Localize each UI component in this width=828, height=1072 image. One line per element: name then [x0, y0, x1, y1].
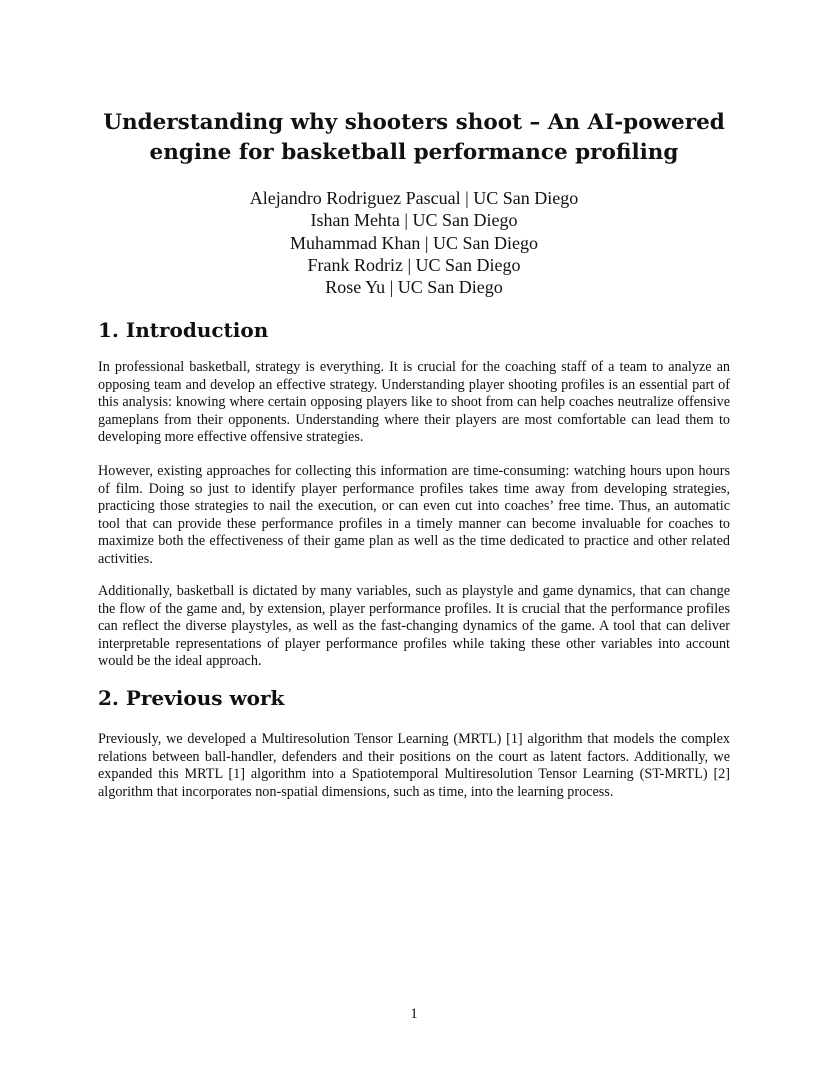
author-4: Frank Rodriz | UC San Diego — [307, 254, 521, 275]
author-list — [80, 187, 748, 298]
section-heading-introduction: 1. Introduction — [98, 318, 269, 342]
author-1: Alejandro Rodriguez Pascual | UC San Diego — [249, 188, 579, 208]
page-number: 1 — [410, 1006, 418, 1022]
intro-paragraph-1: In professional basketball, strategy is everything. It is crucial for the coaching staff of a team to analyze an opposing team and develop an effective strategy. Understanding player shooting profiles is an essential part of this analysis: knowing where certain opposing players like to shoot from can help coaches neutralize offensive gameplans from their opponents. Understanding where their players are most comfortable can lead them to developing more effective offensive strategies. — [98, 359, 730, 445]
section-heading-previous-work: 2. Previous work — [98, 686, 285, 710]
previous-work-paragraph-1: Previously, we developed a Multiresolution Tensor Learning (MRTL) [1] algorithm that models the complex relations between ball-handler, defenders and their positions on the court as latent factors. Additionally, we expanded this MRTL [1] algorithm into a Spatiotemporal Multiresolution Tensor Learning (ST-MRTL) [2] algorithm that incorporates non-spatial dimensions, such as time, into the learning process. — [98, 731, 730, 800]
author-2: Ishan Mehta | UC San Diego — [310, 210, 518, 231]
intro-paragraph-3: Additionally, basketball is dictated by many variables, such as playstyle and game dynamics, that can change the flow of the game and, by extension, player performance profiles. It is crucial that the performance profiles can reflect the diverse playstyles, as well as the fast-changing dynamics of the game. A tool that can deliver interpretable representations of player performance profiles while taking these other variables into account would be the ideal approach. — [98, 583, 730, 669]
title-line-1: Understanding why shooters shoot – An AI-powered — [103, 110, 725, 135]
author-5: Rose Yu | UC San Diego — [325, 277, 503, 298]
title-line-2: engine for basketball performance profiling — [149, 140, 679, 165]
paper-title — [80, 108, 748, 168]
intro-paragraph-2: However, existing approaches for collecting this information are time-consuming: watching hours upon hours of film. Doing so just to identify player performance profiles takes time away from developing strategies, practicing those strategies to nail the execution, or can even cut into coaches’ free time. Thus, an automatic tool that can provide these performance profiles in a timely manner can become invaluable for coaches to maximize both the effectiveness of their game plan as well as the time dedicated to practice and other related activities. — [98, 463, 730, 567]
author-3: Muhammad Khan | UC San Diego — [289, 232, 539, 253]
